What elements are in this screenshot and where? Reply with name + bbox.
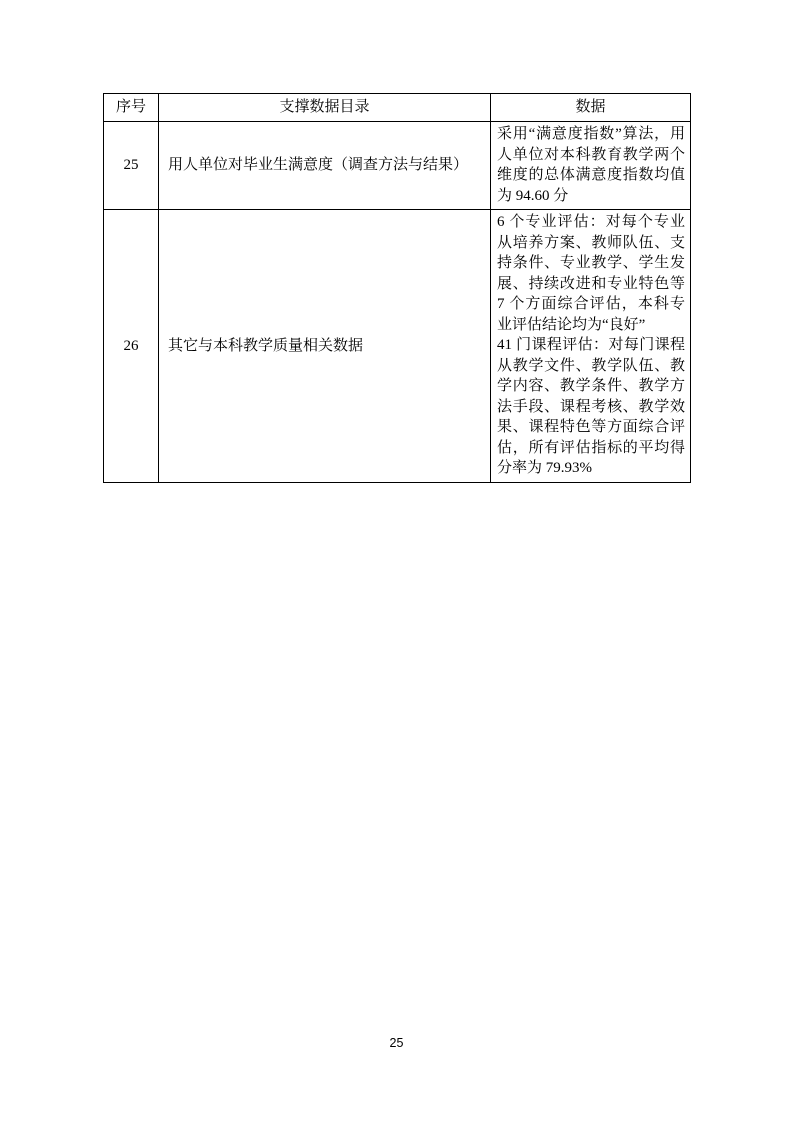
row-26-data-paragraph-1: 6 个专业评估：对每个专业从培养方案、教师队伍、支持条件、专业教学、学生发展、持续改进和专业特色等 7 个方面综合评估，本科专业评估结论均为“良好” (497, 214, 685, 333)
row-26-catalog-text: 其它与本科教学质量相关数据 (159, 210, 491, 483)
page-number: 25 (389, 1036, 404, 1050)
row-25-data-cell (491, 122, 691, 210)
table-row-26 (104, 210, 691, 483)
column-header-supporting-data-catalog: 支撑数据目录 (159, 94, 491, 122)
row-26-serial-number: 26 (104, 210, 159, 483)
row-25-catalog-text: 用人单位对毕业生满意度（调查方法与结果） (159, 122, 491, 210)
row-25-data-paragraph: 采用“满意度指数”算法，用人单位对本科教育教学两个维度的总体满意度指数均值为 94.60 分 (497, 126, 685, 204)
support-data-table (103, 93, 691, 483)
row-26-data-cell (491, 210, 691, 483)
column-header-data: 数据 (491, 94, 691, 122)
table-header-row (104, 94, 691, 122)
row-25-serial-number: 25 (104, 122, 159, 210)
row-26-data-paragraph-2: 41 门课程评估：对每门课程从教学文件、教学队伍、教学内容、教学条件、教学方法手段、课程考核、教学效果、课程特色等方面综合评估，所有评估指标的平均得分率为 79.93% (497, 337, 685, 476)
column-header-serial-number: 序号 (104, 94, 159, 122)
table-row-25 (104, 122, 691, 210)
